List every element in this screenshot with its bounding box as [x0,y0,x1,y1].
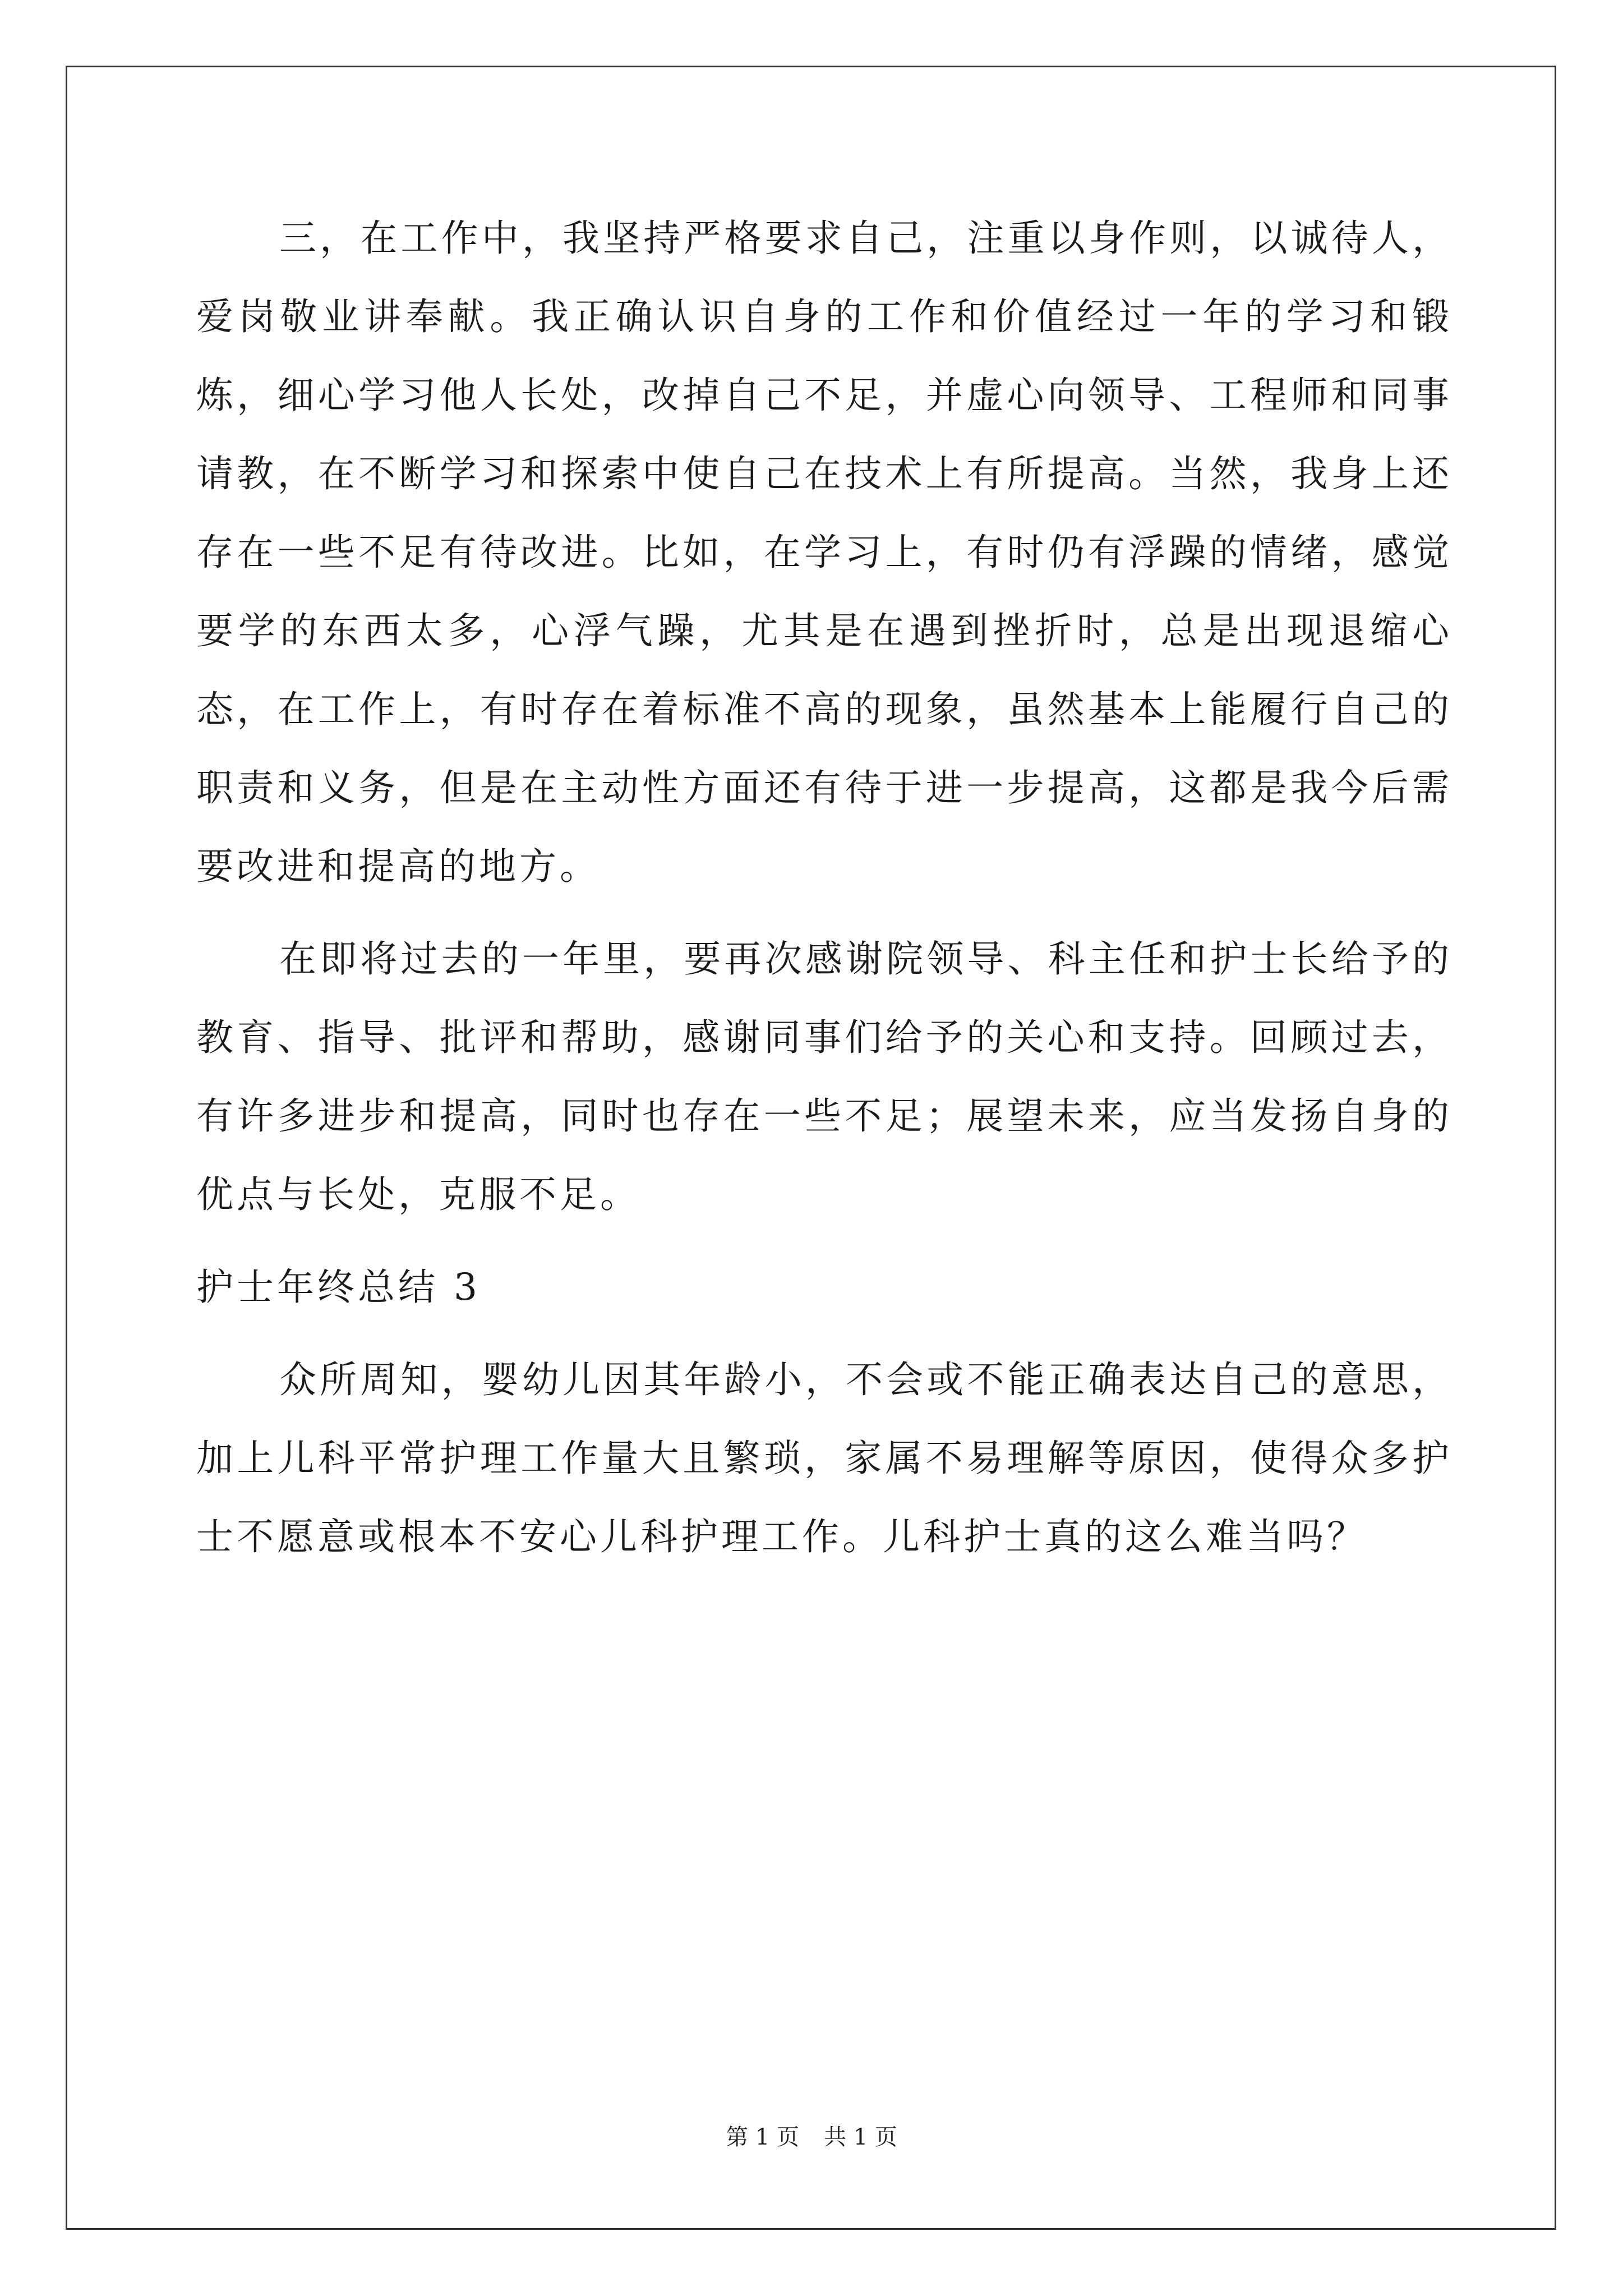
paragraph-pediatric-nursing: 众所周知，婴幼儿因其年龄小，不会或不能正确表达自己的意思，加上儿科平常护理工作量大且繁琐，家属不易理解等原因，使得众多护士不愿意或根本不安心儿科护理工作。儿科护士真的这么难当吗？ [196,1358,1453,1558]
document-body [196,199,1453,1576]
page-footer [0,2120,1623,2154]
page-count: 共 1 页 [824,2124,897,2150]
section-title: 护士年终总结 3 [196,1266,481,1309]
paragraph-gratitude: 在即将过去的一年里，要再次感谢院领导、科主任和护士长给予的教育、指导、批评和帮助，感谢同事们给予的关心和支持。回顾过去，有许多进步和提高，同时也存在一些不足；展望未来，应当发扬自身的优点与长处，克服不足。 [196,937,1453,1216]
page-number: 第 1 页 [726,2124,799,2150]
paragraph-self-reflection: 三，在工作中，我坚持严格要求自己，注重以身作则，以诚待人，爱岗敬业讲奉献。我正确认识自身的工作和价值经过一年的学习和锻炼，细心学习他人长处，改掉自己不足，并虚心向领导、工程师和同事请教，在不断学习和探索中使自己在技术上有所提高。当然，我身上还存在一些不足有待改进。比如，在学习上，有时仍有浮躁的情绪，感觉要学的东西太多，心浮气躁，尤其是在遇到挫折时，总是出现退缩心态，在工作上，有时存在着标准不高的现象，虽然基本上能履行自己的职责和义务，但是在主动性方面还有待于进一步提高，这都是我今后需要改进和提高的地方。 [196,217,1453,888]
